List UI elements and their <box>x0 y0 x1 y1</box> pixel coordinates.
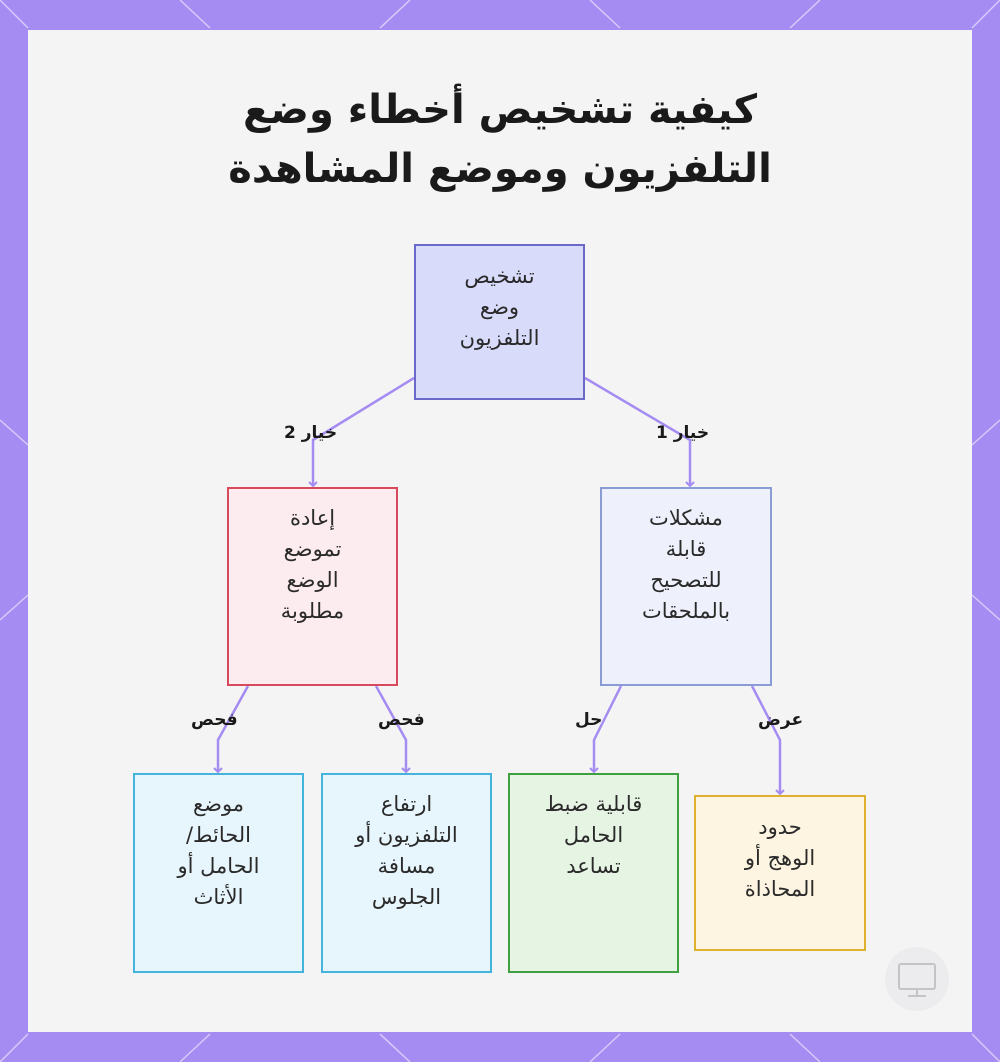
node-line: الوهج أو <box>744 846 816 870</box>
node-line: قابلية ضبط <box>544 792 643 816</box>
node-diagnose-tv-position <box>414 244 585 400</box>
edge-label-solution: حل <box>575 710 603 730</box>
node-line: مطلوبة <box>280 599 345 623</box>
edge-label-check-wall: فحص <box>191 710 238 730</box>
node-glare-limits <box>694 795 866 951</box>
node-line: الجلوس <box>371 885 442 909</box>
node-line: مسافة <box>377 854 436 878</box>
node-line: مشكلات <box>649 506 723 530</box>
node-accessory-fixable <box>600 487 772 686</box>
edge-label-show: عرض <box>758 710 804 730</box>
node-line: الحامل أو <box>177 854 260 878</box>
node-mount-adjustability <box>508 773 679 973</box>
node-line: للتصحيح <box>650 568 722 592</box>
node-line: الحامل <box>563 823 624 847</box>
node-line: الوضع <box>286 568 339 592</box>
node-line: بالملحقات <box>641 599 731 623</box>
node-line: وضع <box>479 295 520 319</box>
node-line: الحائط/ <box>185 823 252 847</box>
edge-label-option-2: خيار 2 <box>284 423 338 443</box>
title-line-2: التلفزيون وموضع المشاهدة <box>228 146 772 192</box>
node-line: موضع <box>192 792 245 816</box>
node-line: الأثاث <box>193 885 244 909</box>
node-line: قابلة <box>665 537 707 561</box>
tv-logo-icon <box>882 944 952 1014</box>
node-line: إعادة <box>289 506 336 530</box>
node-line: تموضع <box>283 537 342 561</box>
node-line: التلفزيون <box>459 326 540 350</box>
edge-opt1-glare <box>752 686 780 794</box>
node-line: التلفزيون أو <box>355 823 458 847</box>
edge-label-check-height: فحص <box>378 710 425 730</box>
node-reposition-required <box>227 487 398 686</box>
node-line: المحاذاة <box>744 877 816 901</box>
node-tv-height-distance <box>321 773 492 973</box>
node-line: ارتفاع <box>380 792 433 816</box>
node-line: تشخيص <box>464 264 535 288</box>
node-line: حدود <box>758 815 802 839</box>
node-wall-mount-furniture <box>133 773 304 973</box>
node-line: تساعد <box>566 854 621 878</box>
edge-label-option-1: خيار 1 <box>656 423 710 443</box>
title-line-1: كيفية تشخيص أخطاء وضع <box>242 87 757 133</box>
